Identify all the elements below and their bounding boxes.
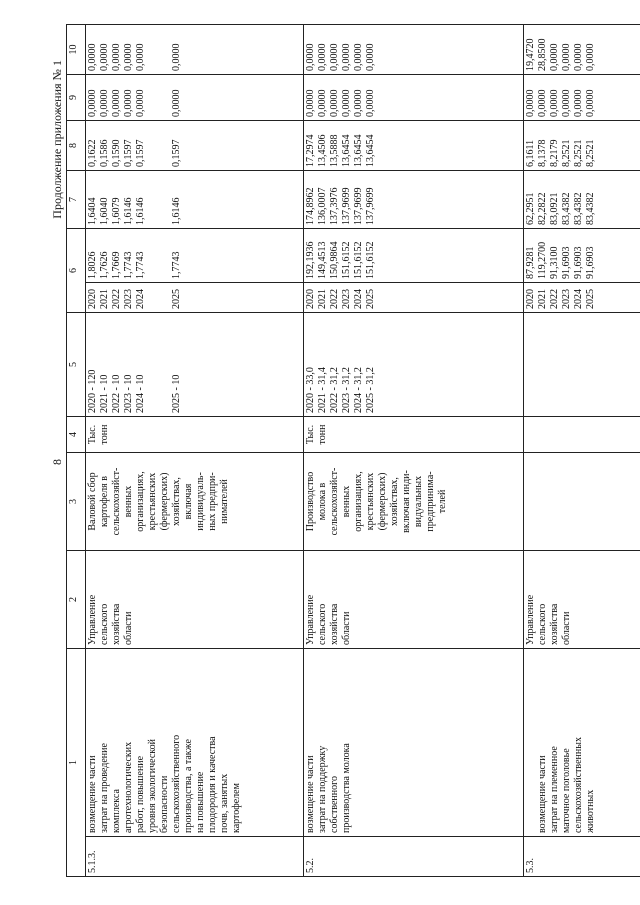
cell-line: 0,0000 xyxy=(135,43,146,71)
cell-line: 2020 - 33,0 xyxy=(305,367,316,413)
cell-c7 xyxy=(524,171,640,229)
cell-indicator xyxy=(304,453,524,551)
cell-line: крестьянских xyxy=(365,472,376,531)
cell-c10 xyxy=(86,25,304,75)
cell-line: 6,1611 xyxy=(525,139,536,167)
cell-line: 0,0000 xyxy=(549,43,560,71)
cell-line: 0,0000 xyxy=(561,43,572,71)
cell-line: 2023 - 31,2 xyxy=(341,367,352,413)
cell-line: 8,1378 xyxy=(537,139,548,167)
cell-c5 xyxy=(304,313,524,417)
cell-line: 2023 xyxy=(561,289,572,309)
cell-line: 2021 xyxy=(537,289,548,309)
cell-line: 151,6152 xyxy=(341,241,352,279)
cell-line xyxy=(159,316,171,413)
cell-line: организациях, xyxy=(353,471,364,532)
cell-c8 xyxy=(524,121,640,171)
cell-line: картофеля в xyxy=(99,476,110,527)
cell-line: области xyxy=(341,611,352,645)
cell-line: 0,0000 xyxy=(87,43,98,71)
cell-line: 2024 xyxy=(573,289,584,309)
cell-line: 83,4382 xyxy=(585,192,596,225)
header-col-4: 4 xyxy=(67,417,86,453)
cell-line: 151,6152 xyxy=(353,241,364,279)
cell-line: сельскохозяйст- xyxy=(111,467,122,536)
cell-line: 87,9281 xyxy=(525,246,536,279)
cell-line xyxy=(147,124,159,167)
cell-line: 1,6146 xyxy=(123,197,134,225)
cell-line: 0,0000 xyxy=(561,89,572,117)
cell-line: 2021 - 10 xyxy=(99,374,110,413)
cell-unit xyxy=(304,417,524,453)
cell-line xyxy=(525,652,537,833)
cell-line: 2023 xyxy=(341,289,352,309)
cell-line: 2020 - 120 xyxy=(87,369,98,413)
cell-line: 0,0000 xyxy=(585,43,596,71)
cell-line: 2025 xyxy=(171,289,182,309)
cell-line xyxy=(159,174,171,225)
cell-line: 0,0000 xyxy=(353,43,364,71)
cell-indicator xyxy=(524,453,640,551)
cell-c5 xyxy=(524,313,640,417)
cell-line: 0,1597 xyxy=(171,139,182,167)
cell-line: 13,6454 xyxy=(365,134,376,167)
header-col-2: 2 xyxy=(67,551,86,649)
cell-c6 xyxy=(86,283,304,313)
cell-line: 0,0000 xyxy=(305,89,316,117)
cell-line: 137,9699 xyxy=(353,187,364,225)
cell-line: венных xyxy=(341,485,352,518)
cell-line: 2020 xyxy=(305,289,316,309)
cell-line: 150,9864 xyxy=(329,241,340,279)
cell-line: 91,6903 xyxy=(573,246,584,279)
cell-exec xyxy=(86,551,304,649)
cell-line: 0,0000 xyxy=(365,43,376,71)
cell-name xyxy=(304,649,524,837)
page-number: 8 xyxy=(50,459,64,465)
cell-c9 xyxy=(304,75,524,121)
cell-line: 0,0000 xyxy=(329,43,340,71)
header-col-8: 8 xyxy=(67,121,86,171)
cell-line: 2022 xyxy=(549,289,560,309)
cell-line: тонн xyxy=(99,424,110,445)
cell-line: (фермерских) xyxy=(377,472,388,531)
cell-indicator xyxy=(86,453,304,551)
header-col-3: 3 xyxy=(67,453,86,551)
cell-c6b xyxy=(304,229,524,283)
cell-c9 xyxy=(524,75,640,121)
header-col-1: 1 xyxy=(67,649,86,877)
header-col-7: 7 xyxy=(67,171,86,229)
cell-line: 0,0000 xyxy=(341,43,352,71)
cell-line: 83,4382 xyxy=(573,192,584,225)
cell-line: 8,2521 xyxy=(585,139,596,167)
cell-line: 1,6404 xyxy=(87,197,98,225)
cell-line xyxy=(147,174,159,225)
cell-line: тонн xyxy=(317,424,328,445)
cell-line: 0,0000 xyxy=(549,89,560,117)
cell-line: 137,3976 xyxy=(329,187,340,225)
header-col-5: 5 xyxy=(67,313,86,417)
cell-line: 1,6146 xyxy=(171,197,182,225)
cell-line: на повышение xyxy=(195,771,206,833)
table-row xyxy=(524,25,640,877)
cell-line xyxy=(159,286,171,309)
cell-line: 28,8500 xyxy=(537,38,548,71)
cell-line: сельского xyxy=(537,603,548,645)
cell-line: 2022 - 10 xyxy=(111,374,122,413)
appendix-title: Продолжение приложения № 1 xyxy=(50,60,64,219)
cell-line: 0,0000 xyxy=(537,89,548,117)
cell-line: 2025 xyxy=(585,289,596,309)
cell-line: 1,8026 xyxy=(87,251,98,279)
cell-line: хозяйства xyxy=(111,603,122,645)
cell-line: ных предпри- xyxy=(207,472,218,531)
cell-line: 2022 xyxy=(329,289,340,309)
cell-line: возмещение части xyxy=(537,755,548,833)
cell-line: 0,0000 xyxy=(365,89,376,117)
cell-line: сельского xyxy=(317,603,328,645)
cell-line: 2021 - 31,4 xyxy=(317,367,328,413)
cell-c8 xyxy=(86,121,304,171)
cell-line: почв, занятых xyxy=(219,773,230,833)
cell-line xyxy=(147,232,159,279)
cell-line: 1,7626 xyxy=(99,251,110,279)
cell-line: 0,0000 xyxy=(525,89,536,117)
cell-line: 2025 - 31,2 xyxy=(365,367,376,413)
cell-line: 0,0000 xyxy=(573,43,584,71)
cell-line: 8,2521 xyxy=(573,139,584,167)
cell-line: телей xyxy=(437,489,448,514)
cell-line: 2024 xyxy=(135,289,146,309)
cell-line: организациях, xyxy=(135,471,146,532)
cell-line: 1,7743 xyxy=(123,251,134,279)
cell-line: 2025 - 10 xyxy=(171,374,182,413)
cell-line: 0,0000 xyxy=(87,89,98,117)
cell-line: 0,0000 xyxy=(123,43,134,71)
cell-line: 13,4506 xyxy=(317,134,328,167)
cell-line xyxy=(159,78,171,117)
cell-line: нимателей xyxy=(219,479,230,524)
cell-exec xyxy=(304,551,524,649)
cell-line: безопасности xyxy=(159,775,170,833)
cell-line: 91,6903 xyxy=(585,246,596,279)
cell-c7 xyxy=(304,171,524,229)
cell-line: области xyxy=(123,611,134,645)
cell-line: 91,3100 xyxy=(549,246,560,279)
cell-line: 2020 xyxy=(525,289,536,309)
cell-line: 0,0000 xyxy=(341,89,352,117)
cell-line: области xyxy=(561,611,572,645)
cell-line: 2024 xyxy=(353,289,364,309)
cell-line: возмещение части xyxy=(87,755,98,833)
cell-line: венных xyxy=(123,485,134,518)
cell-line: 2024 - 31,2 xyxy=(353,367,364,413)
cell-c6 xyxy=(524,283,640,313)
table-row xyxy=(304,25,524,877)
cell-line: 2021 xyxy=(99,289,110,309)
cell-c6 xyxy=(304,283,524,313)
cell-line xyxy=(159,28,171,71)
cell-line xyxy=(159,124,171,167)
cell-name xyxy=(524,649,640,837)
cell-line: 0,0000 xyxy=(99,43,110,71)
cell-line: Тыс. xyxy=(305,424,316,445)
cell-line: 8,2521 xyxy=(561,139,572,167)
cell-line: 0,1586 xyxy=(99,139,110,167)
cell-line: работ, повышение xyxy=(135,755,146,833)
cell-line: (фермерских) xyxy=(159,472,170,531)
cell-line: 91,6903 xyxy=(561,246,572,279)
header-row xyxy=(67,25,86,877)
cell-line: 1,6146 xyxy=(135,197,146,225)
cell-line: 0,0000 xyxy=(353,89,364,117)
cell-line: 2024 - 10 xyxy=(135,374,146,413)
cell-line: 62,2951 xyxy=(525,192,536,225)
cell-line: 0,0000 xyxy=(171,43,182,71)
cell-line: 2023 - 10 xyxy=(123,374,134,413)
cell-line: уровня экологической xyxy=(147,739,158,833)
cell-line: видуальных xyxy=(413,475,424,528)
cell-line: включая xyxy=(183,483,194,520)
cell-line: 1,7743 xyxy=(135,251,146,279)
cell-line: 0,1597 xyxy=(135,139,146,167)
cell-line: 0,0000 xyxy=(317,89,328,117)
cell-line: 2022 xyxy=(111,289,122,309)
cell-line: 13,6454 xyxy=(353,134,364,167)
cell-line: 136,0007 xyxy=(317,187,328,225)
cell-line: 0,0000 xyxy=(111,43,122,71)
cell-line: 0,0000 xyxy=(317,43,328,71)
cell-line: 0,1590 xyxy=(111,139,122,167)
cell-line: 13,6454 xyxy=(341,134,352,167)
cell-line: Управление xyxy=(87,594,98,645)
cell-line: Производство xyxy=(305,471,316,532)
cell-c10 xyxy=(304,25,524,75)
cell-line: животных xyxy=(585,789,596,833)
cell-line: 82,2822 xyxy=(537,192,548,225)
cell-line: 0,1622 xyxy=(87,139,98,167)
cell-line xyxy=(147,286,159,309)
cell-line: 119,2700 xyxy=(537,241,548,279)
cell-line: 0,0000 xyxy=(305,43,316,71)
cell-line: 2022 - 31,2 xyxy=(329,367,340,413)
cell-line: производства молока xyxy=(341,743,352,833)
cell-name xyxy=(86,649,304,837)
cell-line: включая инди- xyxy=(401,470,412,533)
cell-line: Управление xyxy=(525,594,536,645)
table-row xyxy=(86,25,304,877)
cell-line: 0,0000 xyxy=(329,89,340,117)
cell-c6b xyxy=(524,229,640,283)
cell-num: 5.3. xyxy=(524,837,640,877)
cell-line: собственного xyxy=(329,776,340,833)
cell-num: 5.1.3. xyxy=(86,837,304,877)
table-body xyxy=(86,25,640,877)
cell-line: производства, а также xyxy=(183,739,194,833)
header-col-10: 10 xyxy=(67,25,86,75)
cell-line: сельского xyxy=(99,603,110,645)
cell-line: 17,2974 xyxy=(305,134,316,167)
cell-line: 0,0000 xyxy=(99,89,110,117)
cell-unit xyxy=(524,417,640,453)
cell-line: 149,4513 xyxy=(317,241,328,279)
cell-line: возмещение части xyxy=(305,755,316,833)
cell-line: 1,7743 xyxy=(171,251,182,279)
cell-c7 xyxy=(86,171,304,229)
header-col-9: 9 xyxy=(67,75,86,121)
cell-line: 0,0000 xyxy=(171,89,182,117)
cell-unit xyxy=(86,417,304,453)
cell-line: хозяйства xyxy=(329,603,340,645)
cell-line: 0,0000 xyxy=(135,89,146,117)
cell-line: 1,6040 xyxy=(99,197,110,225)
cell-line: плодородия и качества xyxy=(207,736,218,833)
cell-line: 0,1597 xyxy=(123,139,134,167)
cell-line: индивидуаль- xyxy=(195,472,206,531)
cell-line: картофелем xyxy=(231,783,242,833)
cell-c5 xyxy=(86,313,304,417)
cell-line: 83,4382 xyxy=(561,192,572,225)
cell-line: хозяйствах, xyxy=(171,477,182,526)
cell-line: 19,4720 xyxy=(525,38,536,71)
cell-line: комплекса xyxy=(111,789,122,833)
cell-line: 174,8962 xyxy=(305,187,316,225)
cell-line xyxy=(159,232,171,279)
cell-line xyxy=(147,316,159,413)
cell-c6b xyxy=(86,229,304,283)
program-table xyxy=(66,24,640,877)
cell-line: 137,9699 xyxy=(365,187,376,225)
cell-line: крестьянских xyxy=(147,472,158,531)
cell-line: 2025 xyxy=(365,289,376,309)
cell-line: 0,0000 xyxy=(573,89,584,117)
cell-line: 0,0000 xyxy=(585,89,596,117)
header-col-6: 6 xyxy=(67,229,86,313)
cell-line: хозяйства xyxy=(549,603,560,645)
cell-line xyxy=(147,78,159,117)
cell-c9 xyxy=(86,75,304,121)
cell-line: Валовой сбор xyxy=(87,472,98,531)
cell-line: 192,1936 xyxy=(305,241,316,279)
cell-line: предпринима- xyxy=(425,471,436,532)
cell-exec xyxy=(524,551,640,649)
cell-c10 xyxy=(524,25,640,75)
cell-line: 2023 xyxy=(123,289,134,309)
cell-line: 13,5888 xyxy=(329,134,340,167)
cell-line: агротехнологических xyxy=(123,741,134,833)
cell-c8 xyxy=(304,121,524,171)
cell-line: Управление xyxy=(305,594,316,645)
cell-line: маточное поголовье xyxy=(561,748,572,833)
cell-line xyxy=(147,28,159,71)
cell-line: сельскохозяйственных xyxy=(573,737,584,833)
cell-line: 8,2179 xyxy=(549,139,560,167)
cell-line: хозяйствах, xyxy=(389,477,400,526)
cell-line: Тыс. xyxy=(87,424,98,445)
cell-line: 83,0921 xyxy=(549,192,560,225)
cell-line: 151,6152 xyxy=(365,241,376,279)
cell-num: 5.2. xyxy=(304,837,524,877)
cell-line: затрат на поддержку xyxy=(317,745,328,833)
cell-line: затрат на племенное xyxy=(549,746,560,833)
cell-line: 0,0000 xyxy=(123,89,134,117)
cell-line: 1,7669 xyxy=(111,251,122,279)
cell-line: сельскохозяйст- xyxy=(329,467,340,536)
cell-line: 2020 xyxy=(87,289,98,309)
cell-line: 2021 xyxy=(317,289,328,309)
cell-line: сельскохозяйственного xyxy=(171,734,182,833)
cell-line: 0,0000 xyxy=(111,89,122,117)
cell-line: 1,6079 xyxy=(111,197,122,225)
cell-line: молока в xyxy=(317,482,328,521)
cell-line: 137,9699 xyxy=(341,187,352,225)
cell-line: затрат на проведение xyxy=(99,743,110,833)
